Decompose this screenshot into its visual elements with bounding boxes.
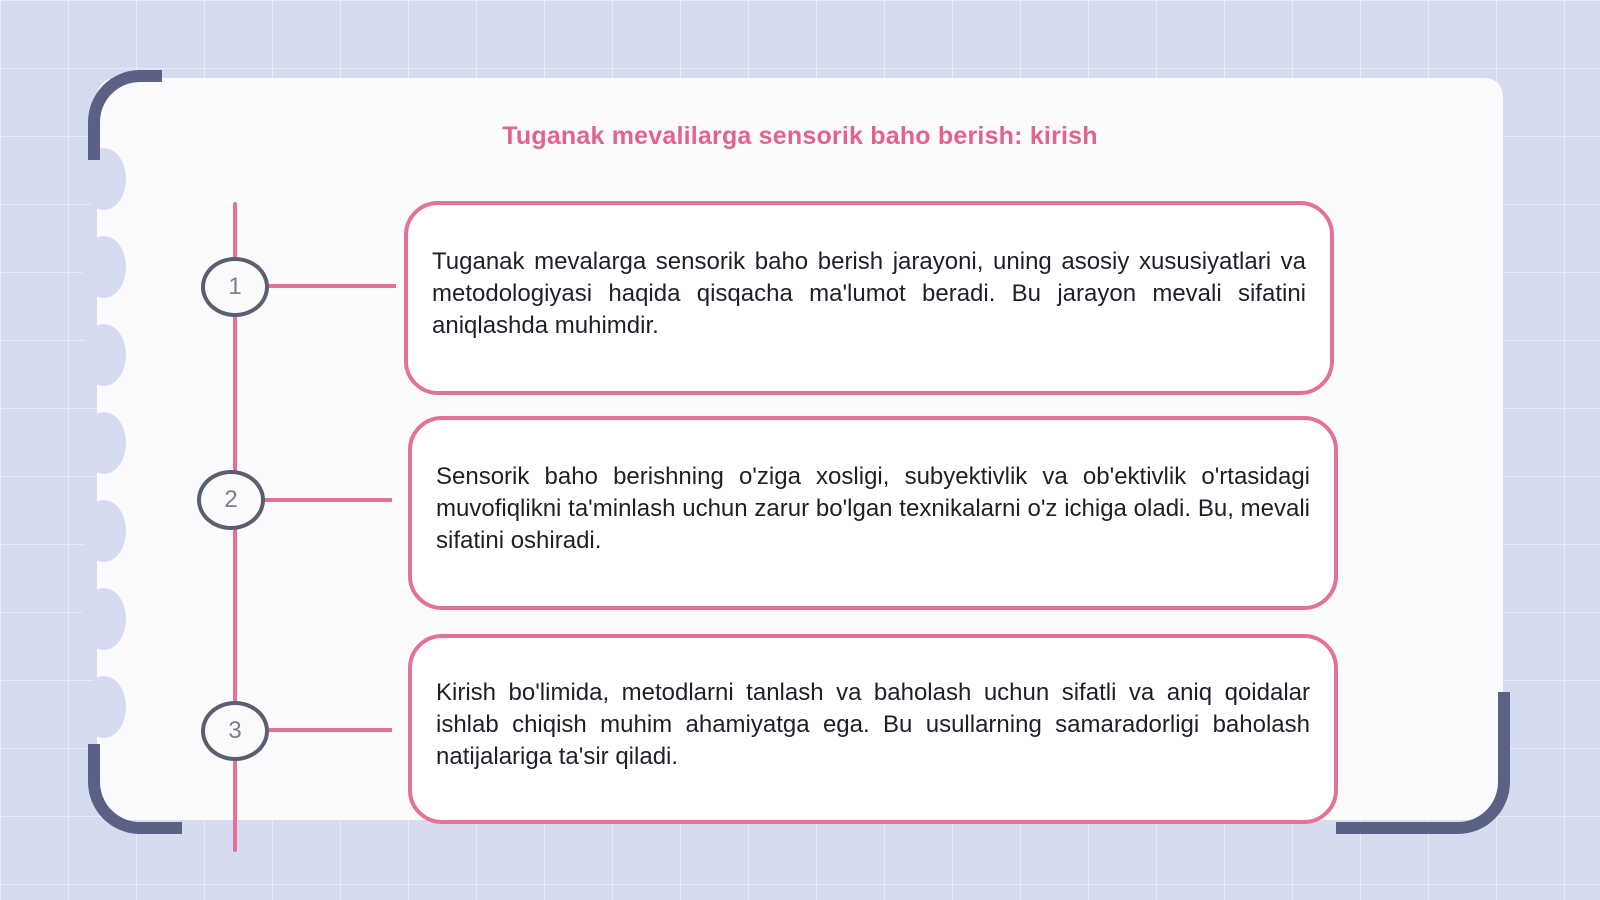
frame-corner-bottom-left bbox=[88, 744, 182, 834]
timeline-card-text: Kirish bo'limida, metodlarni tanlash va baholash uchun sifatli va aniq qoidalar ishlab chiqish muhim ahamiyatga ega. Bu usullarning samaradorligi baholash natijalariga ta'sir qiladi. bbox=[436, 679, 1310, 770]
timeline-connector bbox=[266, 284, 396, 288]
timeline-card-1 bbox=[404, 201, 1334, 395]
timeline-card-text: Tuganak mevalarga sensorik baho berish jarayoni, uning asosiy xususiyatlari va metodologiyasi haqida qisqacha ma'lumot beradi. Bu jarayon mevali sifatini aniqlashda muhimdir. bbox=[432, 248, 1306, 339]
step-number-2: 2 bbox=[197, 470, 265, 530]
timeline-card-3 bbox=[408, 634, 1338, 824]
paper-scallop bbox=[82, 500, 126, 562]
timeline-connector bbox=[266, 728, 392, 732]
paper-scallop bbox=[82, 588, 126, 650]
paper-scallop bbox=[82, 412, 126, 474]
frame-corner-top-left bbox=[88, 70, 162, 160]
timeline-card-text: Sensorik baho berishning o'ziga xosligi, subyektivlik va ob'ektivlik o'rtasidagi muvofiqlikni ta'minlash uchun zarur bo'lgan texnikalarni o'z ichiga oladi. Bu, mevali sifatini oshiradi. bbox=[436, 463, 1310, 554]
paper-scallop bbox=[82, 676, 126, 738]
timeline-card-2 bbox=[408, 416, 1338, 610]
paper-scallop bbox=[82, 324, 126, 386]
step-number-3: 3 bbox=[201, 701, 269, 761]
step-number-1: 1 bbox=[201, 257, 269, 317]
frame-corner-bottom-right bbox=[1336, 692, 1510, 834]
slide-title: Tuganak mevalilarga sensorik baho berish: kirish bbox=[502, 122, 1098, 150]
timeline-connector bbox=[262, 498, 392, 502]
paper-scallop bbox=[82, 236, 126, 298]
